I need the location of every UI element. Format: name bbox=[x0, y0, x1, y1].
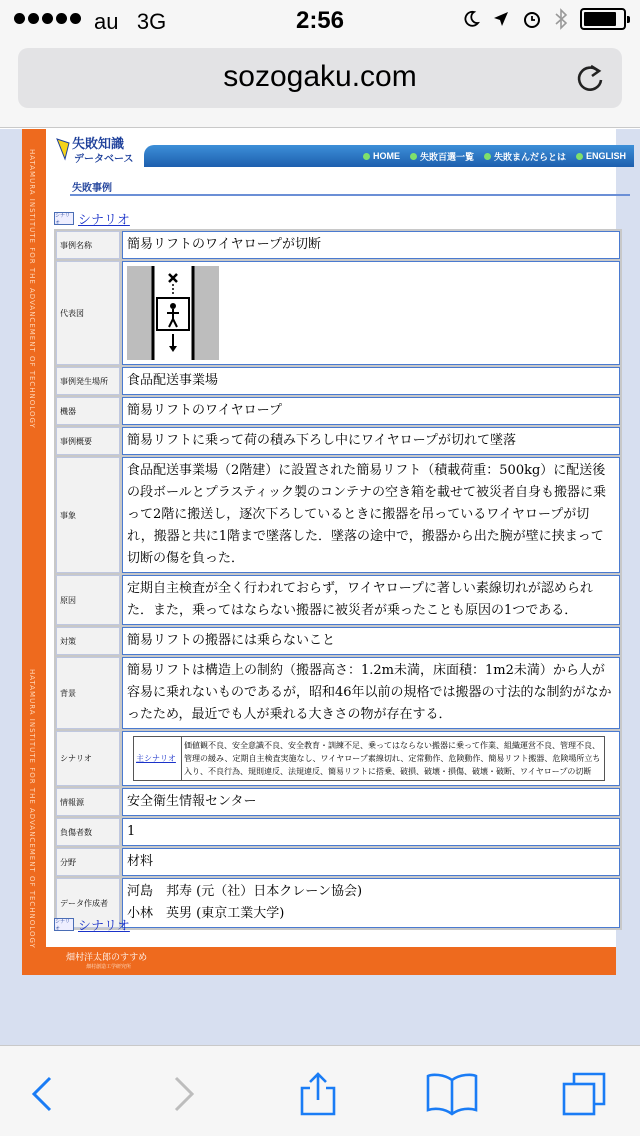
row-label: 原因 bbox=[56, 575, 120, 625]
elevator-diagram-icon bbox=[127, 266, 219, 360]
row-value: 簡易リフトの搬器には乗らないこと bbox=[122, 627, 620, 655]
table-row bbox=[56, 627, 620, 655]
table-row bbox=[56, 231, 620, 259]
row-value bbox=[122, 878, 620, 928]
row-value: 食品配送事業場（2階建）に設置された簡易リフト（積載荷重：500kg）に配送後の段ボールとプラスティック製のコンテナの空き箱を載せて被災者自身も搬器に乗って2階に搬送し，逐次下ろしているときに搬器を吊っているワイヤロープが切れ，搬器と共に1階まで墜落した．墜落の途中で，搬器から出た腕が壁に挟まって切断の傷を負った． bbox=[122, 457, 620, 573]
share-icon[interactable] bbox=[294, 1070, 342, 1118]
nav-english[interactable] bbox=[576, 151, 626, 161]
row-label: 代表図 bbox=[56, 261, 120, 365]
row-label: 事例発生場所 bbox=[56, 367, 120, 395]
forward-icon[interactable] bbox=[158, 1070, 206, 1118]
bookmarks-icon[interactable] bbox=[424, 1070, 480, 1118]
scenario-text: 価値観不良、安全意識不良、安全教育・訓練不足、乗ってはならない搬器に乗って作業、組織運営不良、管理不良、管理の緩み、定期自主検査実施なし、ワイヤロープ素線切れ、定常動作、危険動作、簡易リフト搬器、危険場所立ち入り、不良行為、規則違反、法規違反、簡易リフトに搭乗、破損、破壊・損傷、破壊・破断、ワイヤロープの切断 bbox=[182, 737, 605, 781]
footer-subtitle: 畑村創造工学研究所 bbox=[86, 964, 132, 970]
table-row bbox=[56, 848, 620, 876]
battery-icon bbox=[580, 8, 626, 30]
row-value: 簡易リフトのワイヤロープ bbox=[122, 397, 620, 425]
row-label: 背景 bbox=[56, 657, 120, 729]
row-label: 事象 bbox=[56, 457, 120, 573]
carrier-label: au 3G bbox=[94, 9, 167, 34]
row-value: 安全衛生情報センター bbox=[122, 788, 620, 816]
row-label: データ作成者 bbox=[56, 878, 120, 928]
row-value: 簡易リフトのワイヤロープが切断 bbox=[122, 231, 620, 259]
logo-title: 失敗知識 bbox=[72, 137, 125, 152]
nav-home[interactable] bbox=[363, 151, 400, 161]
row-value: 定期自主検査が全く行われておらず，ワイヤロープに著しい素線切れが認められた．また，乗ってはならない搬器に被災者が乗ったことも原因の1つである． bbox=[122, 575, 620, 625]
status-bar bbox=[0, 0, 640, 40]
table-row bbox=[56, 788, 620, 816]
address-bar[interactable] bbox=[18, 48, 622, 108]
web-content bbox=[0, 129, 640, 1045]
row-label: 事例概要 bbox=[56, 427, 120, 455]
representative-figure bbox=[127, 266, 219, 360]
scenario-icon: シナリオ bbox=[54, 212, 74, 225]
nav-label: 失敗百選一覧 bbox=[419, 151, 474, 162]
side-banner-text: HATAMURA INSTITUTE FOR THE ADVANCEMENT OF TECHNOLOGY bbox=[28, 149, 36, 429]
row-label: 負傷者数 bbox=[56, 818, 120, 846]
scenario-table bbox=[133, 736, 605, 781]
table-row bbox=[56, 575, 620, 625]
creator-line: 河島 邦寿 (元（社）日本クレーン協会) bbox=[127, 884, 363, 899]
alarm-icon bbox=[522, 9, 542, 29]
status-icons bbox=[462, 8, 626, 30]
table-row bbox=[56, 261, 620, 365]
scenario-link-text[interactable]: シナリオ bbox=[78, 213, 130, 228]
table-row bbox=[56, 878, 620, 928]
row-label: 事例名称 bbox=[56, 231, 120, 259]
row-label: 情報源 bbox=[56, 788, 120, 816]
bluetooth-icon bbox=[554, 8, 568, 30]
table-row bbox=[56, 427, 620, 455]
row-value: 1 bbox=[122, 818, 620, 846]
browser-toolbar bbox=[0, 1045, 640, 1136]
page bbox=[22, 129, 626, 975]
bullet-icon bbox=[484, 153, 491, 160]
row-value bbox=[122, 261, 620, 365]
scenario-link-top[interactable] bbox=[54, 209, 130, 228]
browser-address-area bbox=[0, 40, 640, 128]
side-banner-text-lower: HATAMURA INSTITUTE FOR THE ADVANCEMENT OF TECHNOLOGY bbox=[28, 669, 36, 949]
nav-mandala[interactable] bbox=[484, 150, 566, 163]
scenario-link-text[interactable]: シナリオ bbox=[78, 919, 130, 934]
case-table bbox=[54, 229, 622, 930]
table-row bbox=[56, 657, 620, 729]
row-label: 分野 bbox=[56, 848, 120, 876]
row-value: 簡易リフトに乗って荷の積み下ろし中にワイヤロープが切れて墜落 bbox=[122, 427, 620, 455]
bullet-icon bbox=[410, 153, 417, 160]
scenario-link-bottom[interactable] bbox=[54, 915, 130, 934]
bullet-icon bbox=[576, 153, 583, 160]
nav-label: HOME bbox=[372, 151, 400, 161]
bullet-icon bbox=[363, 153, 370, 160]
scenario-icon: シナリオ bbox=[54, 918, 74, 931]
logo-subtitle: データベース bbox=[74, 154, 134, 165]
table-row bbox=[56, 367, 620, 395]
clock: 2:56 bbox=[295, 7, 345, 34]
nav-top100[interactable] bbox=[410, 150, 474, 163]
row-value bbox=[122, 731, 620, 786]
section-title: 失敗事例 bbox=[72, 183, 112, 194]
main-scenario-link[interactable]: 主シナリオ bbox=[134, 737, 182, 781]
back-icon[interactable] bbox=[20, 1070, 68, 1118]
location-arrow-icon bbox=[492, 10, 510, 28]
row-label: 機器 bbox=[56, 397, 120, 425]
site-nav bbox=[144, 145, 634, 167]
table-row bbox=[56, 731, 620, 786]
row-label: 対策 bbox=[56, 627, 120, 655]
site-footer bbox=[46, 947, 616, 975]
nav-label: 失敗まんだらとは bbox=[493, 151, 566, 162]
nav-label: ENGLISH bbox=[585, 151, 626, 161]
table-row bbox=[56, 457, 620, 573]
table-row bbox=[56, 397, 620, 425]
url-text: sozogaku.com bbox=[223, 60, 417, 93]
row-value: 食品配送事業場 bbox=[122, 367, 620, 395]
tabs-icon[interactable] bbox=[560, 1070, 608, 1118]
row-label: シナリオ bbox=[56, 731, 120, 786]
site-header bbox=[46, 129, 626, 171]
side-banner bbox=[22, 129, 46, 975]
moon-icon bbox=[462, 10, 480, 28]
logo-badge-icon bbox=[54, 137, 72, 161]
creator-line: 小林 英男 (東京工業大学) bbox=[127, 906, 285, 921]
row-value: 簡易リフトは構造上の制約（搬器高さ：1.2m未満，床面積：1m2未満）から人が容易に乗れないものであるが，昭和46年以前の規格では搬器の寸法的な制約がなかったため，最近でも人が乗れる大きさの物が存在する． bbox=[122, 657, 620, 729]
reload-icon[interactable] bbox=[574, 62, 606, 94]
row-value: 材料 bbox=[122, 848, 620, 876]
section-divider bbox=[70, 194, 630, 196]
table-row bbox=[56, 818, 620, 846]
footer-title[interactable]: 畑村洋太郎のすすめ bbox=[66, 953, 148, 963]
